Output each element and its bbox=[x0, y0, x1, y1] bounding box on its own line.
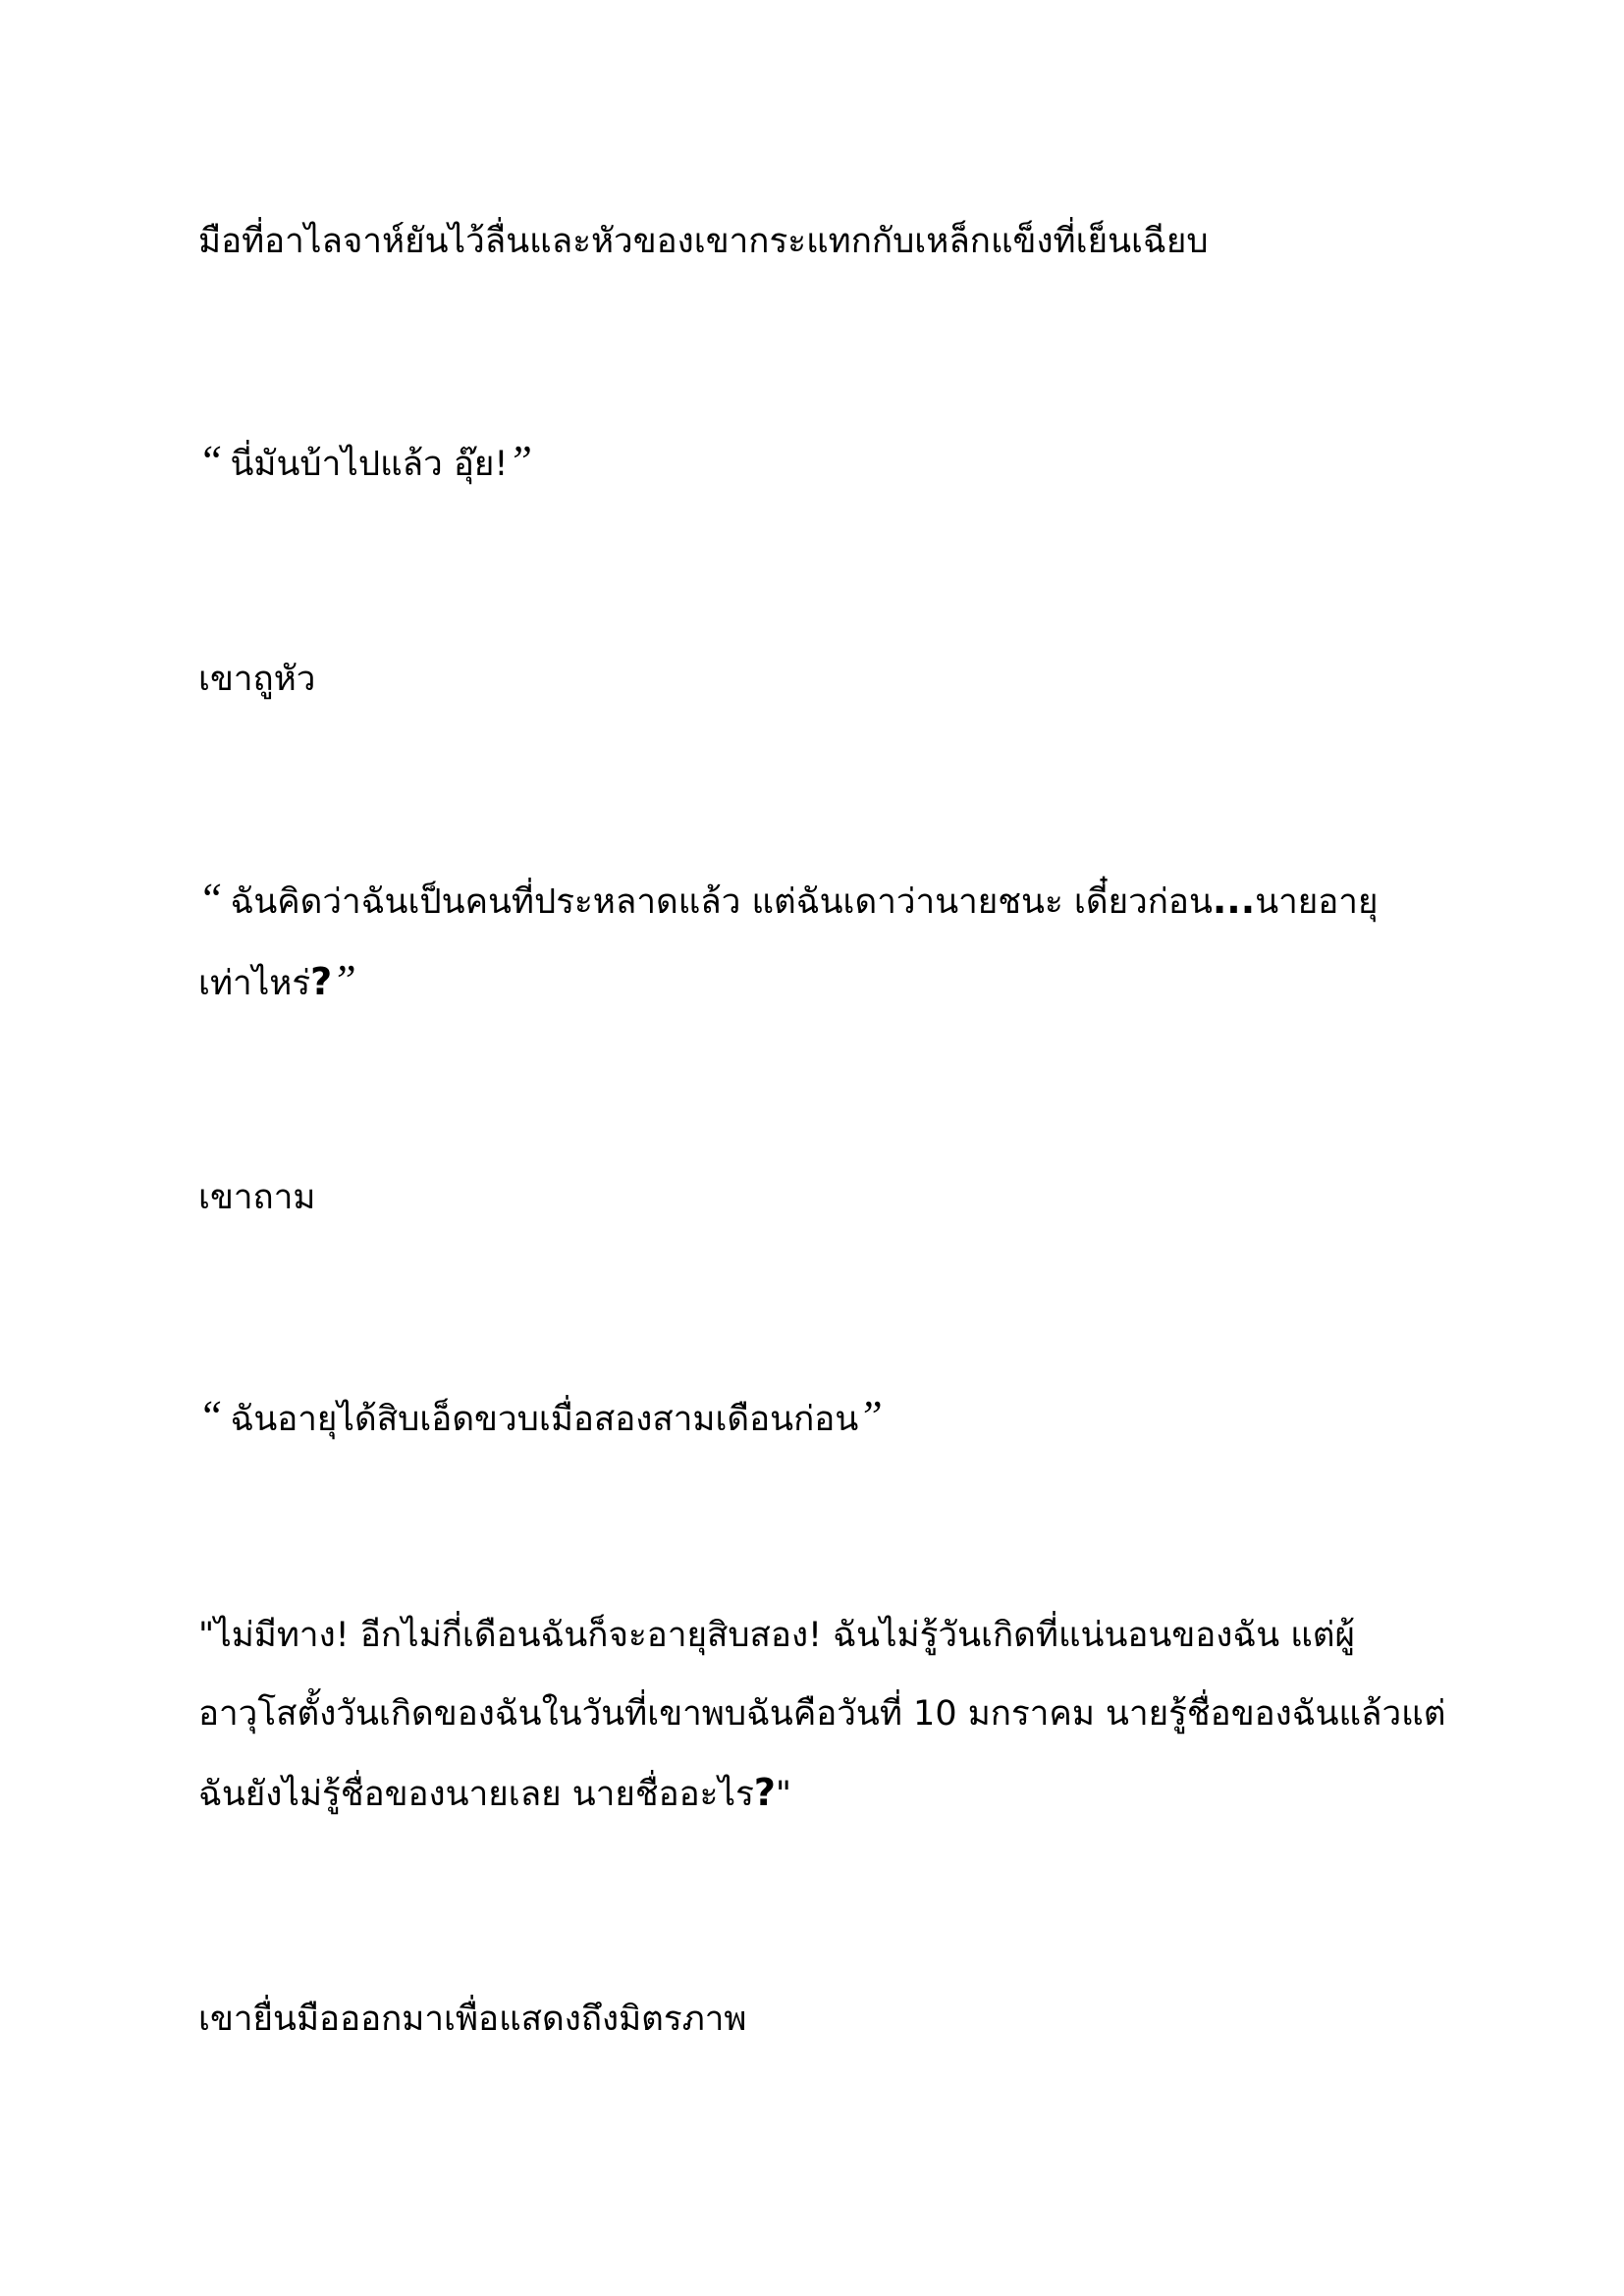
close-quote: ” bbox=[858, 1392, 883, 1440]
ellipsis: ... bbox=[1212, 879, 1256, 922]
open-quote: “ bbox=[198, 437, 223, 485]
paragraph-6-dialogue bbox=[198, 1377, 1465, 1459]
paragraph-line-3: ฉันยังไม่รู้ชื่อของนายเลย นายชื่ออะไร bbox=[198, 1775, 754, 1814]
paragraph-5 bbox=[198, 1158, 1465, 1237]
paragraph-line-1: "ไม่มีทาง! อีกไม่กี่เดือนฉันก็จะอายุสิบสอง! ฉันไม่รู้วันเกิดที่แน่นอนของฉัน แต่ผู้ bbox=[198, 1616, 1356, 1655]
paragraph-8 bbox=[198, 1980, 1465, 2058]
paragraph-line-1: ฉันคิดว่าฉันเป็นคนที่ประหลาดแล้ว แต่ฉันเดาว่านายชนะ เดี๋ยวก่อน bbox=[230, 882, 1213, 922]
question-mark: ? bbox=[310, 960, 333, 1003]
paragraph-text: เขายื่นมือออกมาเพื่อแสดงถึงมิตรภาพ bbox=[198, 2000, 747, 2039]
question-mark: ? bbox=[753, 1771, 776, 1814]
paragraph-line-2: อาวุโสตั้งวันเกิดของฉันในวันที่เขาพบฉันคือวันที่ 10 มกราคม นายรู้ชื่อของฉันแล้วแต่ bbox=[198, 1694, 1446, 1734]
paragraph-2-dialogue bbox=[198, 422, 1465, 504]
paragraph-line-1-end: นายอายุ bbox=[1255, 882, 1379, 922]
paragraph-7-dialogue bbox=[198, 1596, 1465, 1834]
paragraph-3 bbox=[198, 640, 1465, 719]
paragraph-4-dialogue bbox=[198, 860, 1465, 1023]
paragraph-text: นี่มันบ้าไปแล้ว อุ๊ย! bbox=[230, 445, 509, 484]
paragraph-text: เขาถูหัว bbox=[198, 660, 316, 699]
paragraph-line-2: เท่าไหร่ bbox=[198, 964, 311, 1003]
open-quote: “ bbox=[198, 875, 223, 923]
close-quote: " bbox=[775, 1775, 792, 1814]
close-quote: ” bbox=[332, 956, 356, 1004]
paragraph-1 bbox=[198, 202, 1465, 281]
paragraph-text: เขาถาม bbox=[198, 1178, 316, 1217]
paragraph-text: มือที่อาไลจาห์ยันไว้ลื่นและหัวของเขากระแทกกับเหล็กแข็งที่เย็นเฉียบ bbox=[198, 222, 1209, 261]
open-quote: “ bbox=[198, 1392, 223, 1440]
close-quote: ” bbox=[508, 437, 532, 485]
paragraph-text: ฉันอายุได้สิบเอ็ดขวบเมื่อสองสามเดือนก่อน bbox=[230, 1400, 859, 1439]
